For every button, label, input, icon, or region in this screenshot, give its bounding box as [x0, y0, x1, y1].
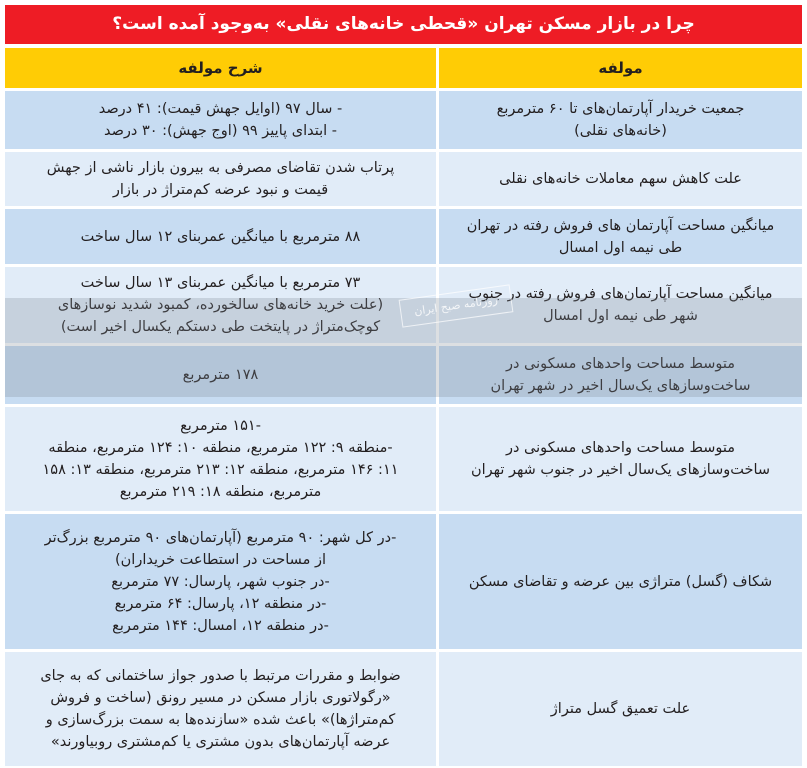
- cell-line: ساخت‌وسازهای یک‌سال اخیر در شهر تهران: [490, 378, 751, 394]
- component-cell: [439, 91, 802, 149]
- component-cell: [439, 652, 802, 766]
- cell-line: -در منطقه ۱۲، امسال: ۱۴۴ مترمربع: [112, 617, 329, 634]
- component-cell: [439, 346, 802, 404]
- cell-line: (خانه‌های نقلی): [574, 123, 667, 139]
- cell-line: پرتاب شدن تقاضای مصرفی به بیرون بازار ناشی از جهش: [46, 160, 395, 176]
- cell-line: -در منطقه ۱۲، پارسال: ۶۴ مترمربع: [114, 595, 327, 612]
- table-header-row: [5, 48, 802, 88]
- cell-line: ۷۳ مترمربع با میانگین عمربنای ۱۳ سال ساخت: [80, 275, 361, 291]
- cell-line: علت تعمیق گسل متراژ: [550, 701, 691, 717]
- cell-line: - سال ۹۷ (اوایل جهش قیمت): ۴۱ درصد: [98, 101, 343, 117]
- cell-line: متوسط مساحت واحدهای مسکونی در: [505, 356, 736, 372]
- cell-line: از مساحت در استطاعت خریداران): [115, 551, 326, 568]
- cell-line: شهر طی نیمه اول امسال: [543, 308, 698, 324]
- table-row: [5, 152, 802, 206]
- cell-line: -در جنوب شهر، پارسال: ۷۷ مترمربع: [111, 573, 330, 590]
- cell-line: - ابتدای پاییز ۹۹ (اوج جهش): ۳۰ درصد: [103, 123, 338, 139]
- cell-line: شکاف (گسل) متراژی بین عرضه و تقاضای مسکن: [468, 573, 773, 590]
- infographic-table: [5, 5, 802, 766]
- cell-line: -۱۵۱ مترمربع: [180, 418, 261, 434]
- description-cell: [5, 407, 436, 511]
- cell-line: عرضه آپارتمان‌های بدون مشتری یا کم‌مشتری روبیاورند»: [50, 734, 391, 750]
- cell-line: میانگین مساحت آپارتمان‌های فروش رفته در جنوب: [468, 286, 773, 302]
- cell-line: ضوابط و مقررات مرتبط با صدور جواز ساختمانی که به جای: [40, 668, 401, 684]
- table-row: [5, 652, 802, 766]
- description-cell: [5, 152, 436, 206]
- cell-line: ۱۱: ۱۴۶ مترمربع، منطقه ۱۲: ۲۱۳ مترمربع، منطقه ۱۳: ۱۵۸: [42, 462, 399, 478]
- watermark-stamp: روزنامه صبح ایران: [399, 284, 514, 327]
- table-row: [5, 267, 802, 343]
- table-row: [5, 91, 802, 149]
- cell-line: -منطقه ۹: ۱۲۲ مترمربع، منطقه ۱۰: ۱۲۴ مترمربع، منطقه: [48, 440, 393, 456]
- component-cell: [439, 209, 802, 264]
- cell-line: مترمربع، منطقه ۱۸: ۲۱۹ مترمربع: [119, 484, 322, 500]
- description-cell: [5, 514, 436, 649]
- cell-line: -در کل شهر: ۹۰ مترمربع (آپارتمان‌های ۹۰ مترمربع بزرگ‌تر: [44, 529, 397, 546]
- component-cell: [439, 267, 802, 343]
- cell-line: کم‌متراژها)» باعث شده «سازنده‌ها به سمت بزرگ‌سازی و: [45, 712, 396, 728]
- table-row: [5, 514, 802, 649]
- table-title: چرا در بازار مسکن تهران «قحطی خانه‌های نقلی» به‌وجود آمده است؟: [5, 5, 802, 44]
- component-cell: [439, 407, 802, 511]
- column-header-component: مولفه: [439, 48, 802, 88]
- cell-line: طی نیمه اول امسال: [558, 239, 683, 256]
- cell-line: متوسط مساحت واحدهای مسکونی در: [505, 440, 736, 456]
- table-body: [5, 48, 802, 766]
- description-cell: [5, 267, 436, 343]
- cell-line: ۱۷۸ مترمربع: [182, 367, 259, 383]
- cell-line: جمعیت خریدار آپارتمان‌های تا ۶۰ مترمربع: [496, 101, 745, 117]
- cell-line: کوچک‌متراژ در پایتخت طی دستکم یکسال اخیر است): [60, 319, 381, 335]
- description-cell: [5, 652, 436, 766]
- cell-line: (علت خرید خانه‌های سالخورده، کمبود شدید نوسازهای: [57, 297, 384, 313]
- cell-line: قیمت و نبود عرضه کم‌متراژ در بازار: [112, 182, 329, 198]
- description-cell: [5, 91, 436, 149]
- table-row: [5, 209, 802, 264]
- cell-line: ۸۸ مترمربع با میانگین عمربنای ۱۲ سال ساخت: [80, 228, 361, 245]
- table-row: [5, 407, 802, 511]
- cell-line: میانگین مساحت آپارتمان های فروش رفته در تهران: [466, 217, 775, 234]
- cell-line: علت کاهش سهم معاملات خانه‌های نقلی: [499, 171, 742, 187]
- column-header-description: شرح مولفه: [5, 48, 436, 88]
- description-cell: [5, 209, 436, 264]
- description-cell: [5, 346, 436, 404]
- cell-line: ساخت‌وسازهای یک‌سال اخیر در جنوب شهر تهران: [470, 462, 771, 478]
- component-cell: [439, 514, 802, 649]
- component-cell: [439, 152, 802, 206]
- cell-line: «رگولاتوری بازار مسکن در مسیر رونق (ساخت و فروش: [50, 690, 391, 706]
- table-row: [5, 346, 802, 404]
